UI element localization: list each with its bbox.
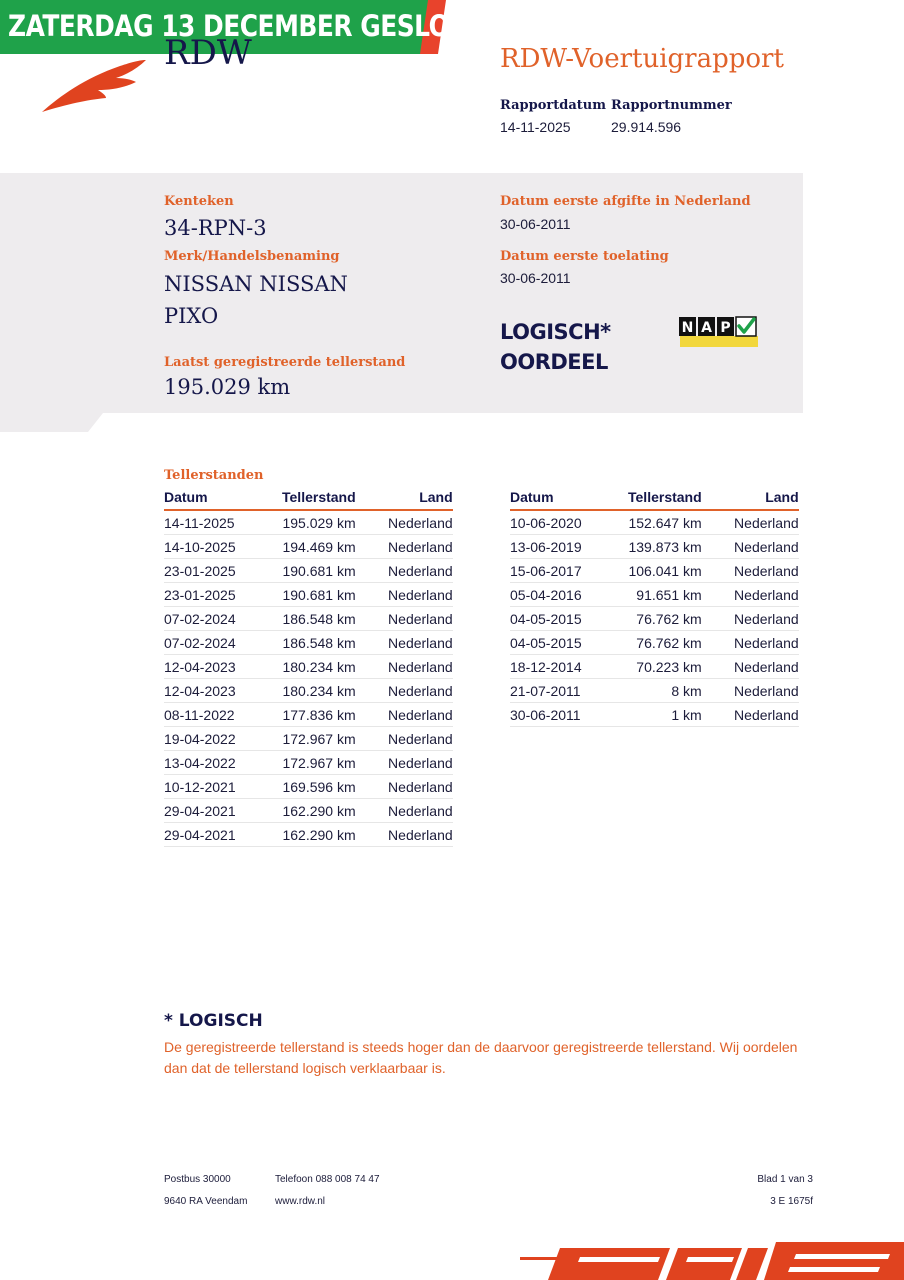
- nap-letter-n: N: [681, 320, 694, 336]
- reading-country: Nederland: [356, 559, 453, 583]
- rdw-logo-text: RDW: [164, 33, 252, 73]
- reading-odometer: 106.041 km: [628, 559, 702, 583]
- nap-letter-a: A: [701, 320, 712, 336]
- reading-date: 08-11-2022: [164, 703, 282, 727]
- reading-odometer: 172.967 km: [282, 727, 356, 751]
- readings-title: Tellerstanden: [164, 468, 264, 483]
- footer-page-number: Blad 1 van 3: [757, 1174, 813, 1185]
- reading-date: 04-05-2015: [510, 631, 628, 655]
- footer-document-code: 3 E 1675f: [770, 1196, 813, 1207]
- reading-country: Nederland: [356, 655, 453, 679]
- vehicle-summary-panel: [0, 173, 803, 432]
- reading-country: Nederland: [702, 703, 799, 727]
- footer-website-link[interactable]: www.rdw.nl: [275, 1196, 326, 1207]
- reading-country: Nederland: [356, 631, 453, 655]
- table-row: [164, 727, 453, 751]
- table-row: [164, 799, 453, 823]
- reading-date: 29-04-2021: [164, 823, 282, 847]
- reading-date: 18-12-2014: [510, 655, 628, 679]
- reading-odometer: 162.290 km: [282, 799, 356, 823]
- plate-label: Kenteken: [164, 194, 234, 209]
- footnote-text: De geregistreerde tellerstand is steeds hoger dan de daarvoor geregistreerde tellerstand. Wij oordelen dan dat de tellerstand logisch verklaarbaar is.: [164, 1039, 798, 1076]
- reading-odometer: 91.651 km: [628, 583, 702, 607]
- odometer-readings-table-right: [510, 488, 799, 727]
- reading-date: 19-04-2022: [164, 727, 282, 751]
- reading-odometer: 190.681 km: [282, 583, 356, 607]
- table-row: [164, 583, 453, 607]
- reading-country: Nederland: [356, 799, 453, 823]
- column-header-date: Datum: [510, 488, 628, 510]
- reading-country: Nederland: [356, 823, 453, 847]
- report-date: 14-11-2025: [500, 119, 571, 135]
- nap-letter-p: P: [720, 320, 731, 336]
- column-header-date: Datum: [164, 488, 282, 510]
- reading-date: 12-04-2023: [164, 655, 282, 679]
- reading-date: 23-01-2025: [164, 559, 282, 583]
- reading-country: Nederland: [702, 510, 799, 535]
- table-row: [164, 510, 453, 535]
- first-admission-label: Datum eerste toelating: [500, 249, 669, 264]
- reading-odometer: 190.681 km: [282, 559, 356, 583]
- reading-odometer: 76.762 km: [628, 631, 702, 655]
- table-row: [510, 607, 799, 631]
- reading-country: Nederland: [356, 751, 453, 775]
- reading-country: Nederland: [356, 510, 453, 535]
- table-row: [164, 607, 453, 631]
- table-row: [510, 535, 799, 559]
- reading-date: 07-02-2024: [164, 631, 282, 655]
- column-header-country: Land: [702, 488, 799, 510]
- table-row: [510, 510, 799, 535]
- reading-odometer: 162.290 km: [282, 823, 356, 847]
- reading-odometer: 152.647 km: [628, 510, 702, 535]
- first-issue-nl-value: 30-06-2011: [500, 216, 571, 232]
- table-row: [164, 751, 453, 775]
- report-title: RDW-Voertuigrapport: [500, 44, 784, 74]
- reading-date: 15-06-2017: [510, 559, 628, 583]
- table-row: [164, 679, 453, 703]
- reading-country: Nederland: [702, 583, 799, 607]
- table-row: [164, 535, 453, 559]
- table-row: [510, 703, 799, 727]
- reading-country: Nederland: [356, 727, 453, 751]
- footer-city: 9640 RA Veendam: [164, 1196, 248, 1207]
- reading-country: Nederland: [356, 583, 453, 607]
- rdw-stripes-decoration: [520, 1240, 904, 1280]
- table-row: [510, 655, 799, 679]
- odometer-label: Laatst geregistreerde tellerstand: [164, 355, 406, 370]
- footnote-title: * LOGISCH: [164, 1011, 263, 1031]
- table-row: [510, 559, 799, 583]
- reading-country: Nederland: [356, 607, 453, 631]
- odometer-readings-table-left: [164, 488, 453, 847]
- report-date-label: Rapportdatum: [500, 98, 606, 113]
- reading-date: 04-05-2015: [510, 607, 628, 631]
- reading-country: Nederland: [702, 607, 799, 631]
- reading-date: 12-04-2023: [164, 679, 282, 703]
- reading-date: 05-04-2016: [510, 583, 628, 607]
- reading-odometer: 70.223 km: [628, 655, 702, 679]
- table-row: [164, 559, 453, 583]
- table-row: [164, 631, 453, 655]
- table-row: [510, 583, 799, 607]
- reading-odometer: 195.029 km: [282, 510, 356, 535]
- reading-date: 23-01-2025: [164, 583, 282, 607]
- make-line-2: PIXO: [164, 304, 219, 328]
- rdw-feather-logo-icon: [40, 56, 150, 116]
- reading-date: 07-02-2024: [164, 607, 282, 631]
- verdict-line-2: OORDEEL: [500, 350, 608, 374]
- make-line-1: NISSAN NISSAN: [164, 272, 348, 296]
- reading-odometer: 139.873 km: [628, 535, 702, 559]
- reading-country: Nederland: [702, 679, 799, 703]
- reading-country: Nederland: [702, 535, 799, 559]
- reading-odometer: 180.234 km: [282, 655, 356, 679]
- table-row: [164, 655, 453, 679]
- reading-date: 14-10-2025: [164, 535, 282, 559]
- table-row: [164, 775, 453, 799]
- column-header-odometer: Tellerstand: [282, 488, 356, 510]
- reading-odometer: 76.762 km: [628, 607, 702, 631]
- nap-checkmark-badge-icon: [678, 316, 760, 348]
- reading-country: Nederland: [356, 679, 453, 703]
- reading-country: Nederland: [702, 559, 799, 583]
- reading-odometer: 172.967 km: [282, 751, 356, 775]
- reading-odometer: 8 km: [628, 679, 702, 703]
- table-row: [164, 703, 453, 727]
- table-row: [510, 679, 799, 703]
- reading-country: Nederland: [356, 775, 453, 799]
- reading-date: 13-06-2019: [510, 535, 628, 559]
- reading-country: Nederland: [356, 703, 453, 727]
- closed-banner-text: ZATERDAG 13 DECEMBER GESLOTEN: [8, 9, 503, 43]
- plate-value: 34-RPN-3: [164, 216, 267, 240]
- reading-country: Nederland: [702, 655, 799, 679]
- first-admission-value: 30-06-2011: [500, 270, 571, 286]
- make-label: Merk/Handelsbenaming: [164, 249, 340, 264]
- footer-phone: Telefoon 088 008 74 47: [275, 1174, 380, 1185]
- table-row: [164, 823, 453, 847]
- reading-odometer: 1 km: [628, 703, 702, 727]
- reading-date: 21-07-2011: [510, 679, 628, 703]
- reading-date: 30-06-2011: [510, 703, 628, 727]
- reading-odometer: 186.548 km: [282, 631, 356, 655]
- footer-postbus: Postbus 30000: [164, 1174, 231, 1185]
- reading-odometer: 177.836 km: [282, 703, 356, 727]
- reading-date: 13-04-2022: [164, 751, 282, 775]
- reading-date: 10-12-2021: [164, 775, 282, 799]
- reading-date: 10-06-2020: [510, 510, 628, 535]
- first-issue-nl-label: Datum eerste afgifte in Nederland: [500, 194, 751, 209]
- reading-odometer: 186.548 km: [282, 607, 356, 631]
- reading-date: 29-04-2021: [164, 799, 282, 823]
- column-header-country: Land: [356, 488, 453, 510]
- table-row: [510, 631, 799, 655]
- column-header-odometer: Tellerstand: [628, 488, 702, 510]
- odometer-value: 195.029 km: [164, 375, 291, 399]
- reading-odometer: 180.234 km: [282, 679, 356, 703]
- verdict-line-1: LOGISCH*: [500, 320, 611, 344]
- reading-country: Nederland: [356, 535, 453, 559]
- report-number: 29.914.596: [611, 119, 682, 135]
- reading-odometer: 169.596 km: [282, 775, 356, 799]
- reading-odometer: 194.469 km: [282, 535, 356, 559]
- report-number-label: Rapportnummer: [611, 98, 732, 113]
- reading-date: 14-11-2025: [164, 510, 282, 535]
- reading-country: Nederland: [702, 631, 799, 655]
